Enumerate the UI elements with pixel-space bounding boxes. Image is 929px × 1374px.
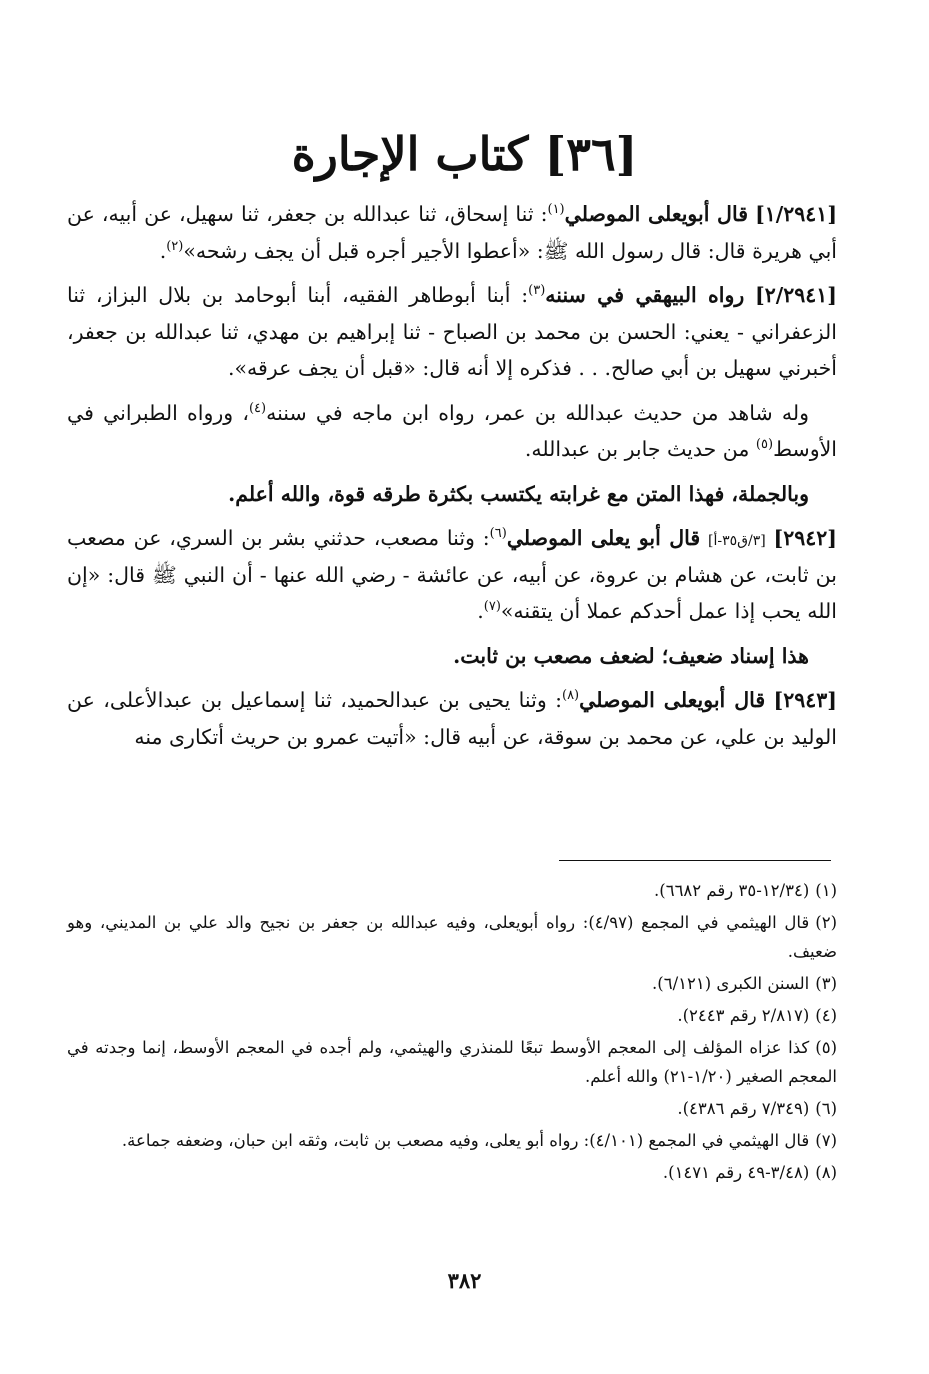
witness-text-a: وله شاهد من حديث عبدالله بن عمر، رواه ابن ماجه في سننه	[266, 400, 809, 425]
hadith-source: قال أبويعلى الموصلي	[579, 688, 766, 712]
footnote-ref[interactable]: (٣)	[528, 283, 546, 299]
footnote-item	[67, 1033, 837, 1091]
hadith-number: [١/٢٩٤١]	[755, 202, 838, 226]
hadith-tail: .	[477, 599, 484, 623]
footnote-item	[67, 1126, 837, 1155]
footnote-item	[67, 908, 837, 966]
hadith-tail: .	[159, 238, 167, 263]
footnote-ref[interactable]: (١)	[547, 202, 565, 218]
footnote-ref[interactable]: (٤)	[248, 400, 267, 416]
hadith-text: : ثنا إسحاق، ثنا عبدالله بن جعفر، ثنا سهيل، عن أبيه، عن أبي هريرة قال: قال رسول الله ﷺ: «أعطوا الأجير أجره قبل أن يجف رشحه»	[67, 202, 837, 263]
hadith-paragraph-2943	[67, 682, 837, 755]
footnote-text: (٢/٨١٧ رقم ٢٤٤٣).	[677, 1006, 810, 1025]
footnote-item	[67, 1001, 837, 1030]
witness-paragraph	[67, 395, 837, 468]
footnote-text: قال الهيثمي في المجمع (٤/٩٧): رواه أبويعلى، وفيه عبدالله بن جعفر بن نجيح والد علي بن المديني، وهو ضعيف.	[67, 913, 837, 961]
manuscript-ref: [٣/ق٣٥-أ]	[707, 533, 766, 549]
footnote-number: (٤)	[815, 1006, 837, 1025]
hadith-number: [٢/٢٩٤١]	[755, 283, 837, 307]
footnote-number: (١)	[815, 881, 837, 900]
footnote-number: (٦)	[815, 1099, 837, 1118]
footnote-ref[interactable]: (٥)	[755, 437, 774, 453]
footnote-text: (٣/٤٨-٤٩ رقم ١٤٧١).	[662, 1163, 810, 1182]
witness-text-b: ، ورواه الطبراني في الأوسط	[67, 400, 837, 461]
hadith-text: : وثنا مصعب، حدثني بشر بن السري، عن مصعب بن ثابت، عن هشام بن عروة، عن أبيه، عن عائشة - رضي الله عنها - أن النبي ﷺ قال: «إن الله يحب إذا عمل أحدكم عملا أن يتقنه»	[67, 526, 837, 623]
footnote-number: (٣)	[815, 974, 837, 993]
hadith-text: : وثنا يحيى بن عبدالحميد، ثنا إسماعيل بن عبدالأعلى، عن الوليد بن علي، عن محمد بن سوقة، عن أبيه قال: «أتيت عمرو بن حريث أتكارى منه	[67, 688, 837, 749]
footnote-text: كذا عزاه المؤلف إلى المعجم الأوسط تبعًا للمنذري والهيثمي، ولم أجده في المعجم الأوسط، إنما وجدته في المعجم الصغير (١/٢٠-٢١) والله أعلم.	[67, 1038, 837, 1086]
footnote-text: السنن الكبرى (٦/١٢١).	[652, 974, 810, 993]
footnote-item	[67, 876, 837, 905]
hadith-number: [٢٩٤٣]	[773, 688, 837, 712]
footnote-item	[67, 1158, 837, 1187]
footnote-item	[67, 1094, 837, 1123]
footnote-number: (٧)	[815, 1131, 837, 1150]
footnotes-list	[67, 876, 837, 1190]
hadith-paragraph-2941-2	[67, 277, 837, 387]
hadith-paragraph-2941-1	[67, 196, 837, 269]
main-text	[67, 196, 837, 763]
footnote-text: (١٢/٣٤-٣٥ رقم ٦٦٨٢).	[654, 881, 810, 900]
page-number: ٣٨٢	[447, 1268, 482, 1293]
chapter-title: [٣٦] كتاب الإجارة	[291, 127, 638, 181]
footnote-text: قال الهيثمي في المجمع (٤/١٠١): رواه أبو يعلى، وفيه مصعب بن ثابت، وثقه ابن حبان، وضعفه جماعة.	[121, 1131, 810, 1150]
footnote-text: (٧/٣٤٩ رقم ٤٣٨٦).	[677, 1099, 810, 1118]
hadith-source: قال أبو يعلى الموصلي	[506, 526, 701, 550]
hadith-paragraph-2942	[67, 520, 837, 630]
hadith-source: قال أبويعلى الموصلي	[564, 202, 749, 226]
footnote-number: (٨)	[815, 1163, 837, 1182]
conclusion-paragraph: وبالجملة، فهذا المتن مع غرابته يكتسب بكثرة طرقه قوة، والله أعلم.	[228, 481, 809, 506]
footnote-divider	[559, 860, 831, 861]
footnote-ref[interactable]: (٢)	[166, 238, 184, 254]
footnote-number: (٢)	[815, 913, 837, 932]
hadith-text: : أبنا أبوطاهر الفقيه، أبنا أبوحامد بن بلال البزاز، ثنا الزعفراني - يعني: الحسن بن محمد بن الصباح - ثنا إبراهيم بن مهدي، ثنا عبدالله بن جعفر، أخبرني سهيل بن أبي صالح. . . فذكره إلا أنه قال: «قبل أن يجف عرقه».	[67, 283, 837, 380]
hadith-source: رواه البيهقي في سننه	[545, 283, 745, 307]
grading-paragraph: هذا إسناد ضعيف؛ لضعف مصعب بن ثابت.	[453, 643, 809, 668]
witness-text-c: من حديث جابر بن عبدالله.	[524, 437, 756, 461]
hadith-number: [٢٩٤٢]	[773, 526, 837, 550]
footnote-ref[interactable]: (٦)	[489, 526, 507, 542]
footnote-ref[interactable]: (٨)	[561, 688, 580, 704]
footnote-ref[interactable]: (٧)	[483, 599, 501, 615]
footnote-item	[67, 969, 837, 998]
footnote-number: (٥)	[815, 1038, 837, 1057]
